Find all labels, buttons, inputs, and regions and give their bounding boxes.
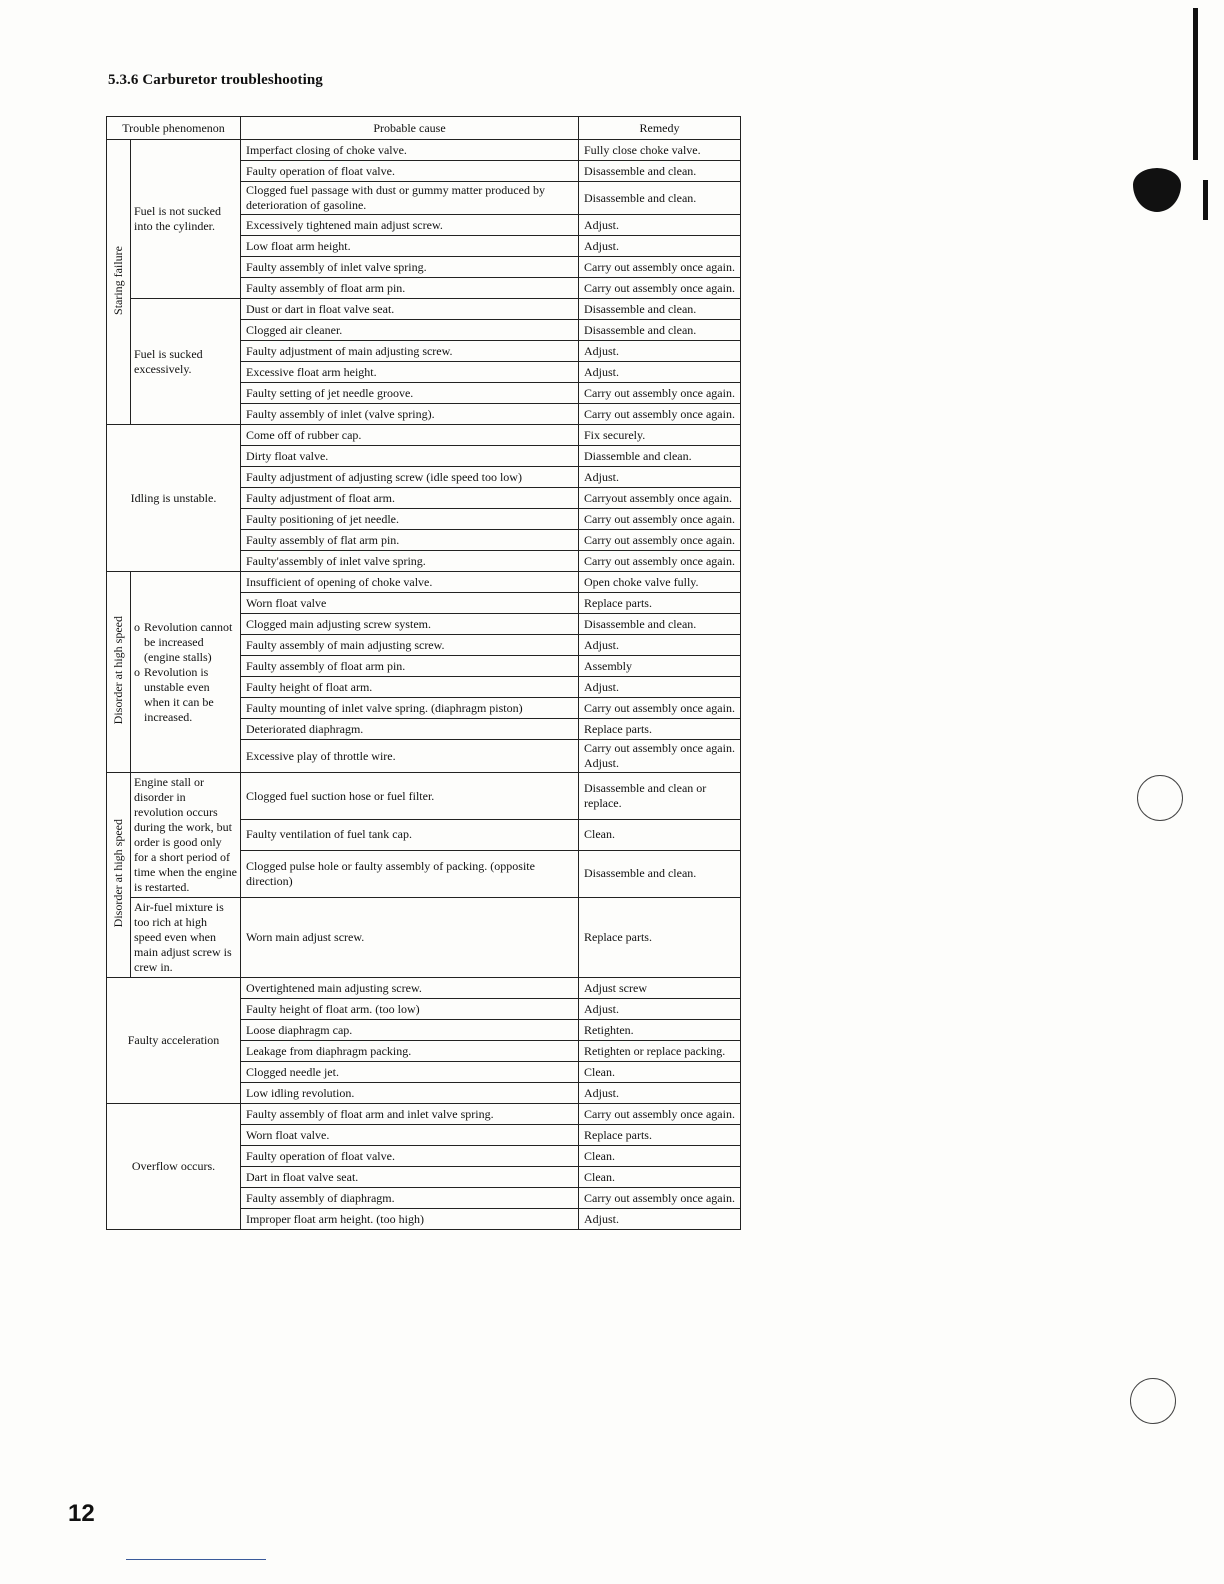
cause-cell: Clogged fuel suction hose or fuel filter.	[241, 773, 579, 820]
cause-cell: Excessively tightened main adjust screw.	[241, 215, 579, 236]
remedy-cell: Adjust.	[579, 635, 741, 656]
subgroup-phenomenon	[131, 572, 241, 773]
cause-cell: Faulty mounting of inlet valve spring. (diaphragm piston)	[241, 698, 579, 719]
remedy-cell: Adjust.	[579, 467, 741, 488]
phenomenon-item: o Revolution cannot be increased (engine stalls)	[134, 620, 237, 665]
remedy-cell: Open choke valve fully.	[579, 572, 741, 593]
remedy-cell: Carry out assembly once again.	[579, 404, 741, 425]
remedy-cell: Carry out assembly once again.	[579, 257, 741, 278]
table-body	[107, 140, 741, 1230]
cause-cell: Excessive play of throttle wire.	[241, 740, 579, 773]
remedy-cell: Carry out assembly once again.	[579, 1104, 741, 1125]
cause-cell: Clogged main adjusting screw system.	[241, 614, 579, 635]
remedy-cell: Retighten or replace packing.	[579, 1041, 741, 1062]
cause-cell: Clogged needle jet.	[241, 1062, 579, 1083]
remedy-cell: Carry out assembly once again.	[579, 278, 741, 299]
cause-cell: Worn float valve	[241, 593, 579, 614]
section-label-cell	[107, 572, 131, 773]
cause-cell: Faulty assembly of float arm and inlet valve spring.	[241, 1104, 579, 1125]
phenomenon-cell: Faulty acceleration	[107, 978, 241, 1104]
table-row	[107, 978, 741, 999]
remedy-cell: Fully close choke valve.	[579, 140, 741, 161]
cause-cell: Faulty'assembly of inlet valve spring.	[241, 551, 579, 572]
header-remedy: Remedy	[579, 117, 741, 140]
cause-cell: Faulty assembly of main adjusting screw.	[241, 635, 579, 656]
header-cause: Probable cause	[241, 117, 579, 140]
cause-cell: Dart in float valve seat.	[241, 1167, 579, 1188]
page-number: 12	[68, 1500, 95, 1527]
section-label: Disorder at high speed	[111, 818, 125, 928]
remedy-cell: Clean.	[579, 1167, 741, 1188]
cause-cell: Faulty setting of jet needle groove.	[241, 383, 579, 404]
remedy-cell: Disassemble and clean.	[579, 182, 741, 215]
margin-bar	[1193, 8, 1198, 160]
subgroup-phenomenon: Air-fuel mixture is too rich at high speed even when main adjust screw is crew in.	[131, 898, 241, 978]
section-label-cell	[107, 140, 131, 425]
remedy-cell: Adjust.	[579, 236, 741, 257]
cause-cell: Faulty operation of float valve.	[241, 161, 579, 182]
subgroup-phenomenon: Fuel is sucked excessively.	[131, 299, 241, 425]
cause-cell: Worn float valve.	[241, 1125, 579, 1146]
cause-cell: Clogged fuel passage with dust or gummy matter produced by deterioration of gasoline.	[241, 182, 579, 215]
remedy-cell: Disassemble and clean.	[579, 299, 741, 320]
cause-cell: Faulty height of float arm.	[241, 677, 579, 698]
table-row	[107, 898, 741, 978]
cause-cell: Overtightened main adjusting screw.	[241, 978, 579, 999]
cause-cell: Faulty assembly of float arm pin.	[241, 656, 579, 677]
remedy-cell: Adjust screw	[579, 978, 741, 999]
section-label-cell	[107, 773, 131, 978]
punch-hole-ring	[1137, 775, 1183, 821]
remedy-cell: Adjust.	[579, 1209, 741, 1230]
table-row	[107, 425, 741, 446]
remedy-cell: Replace parts.	[579, 1125, 741, 1146]
table-row	[107, 299, 741, 320]
cause-cell: Leakage from diaphragm packing.	[241, 1041, 579, 1062]
remedy-cell: Carryout assembly once again.	[579, 488, 741, 509]
cause-cell: Dirty float valve.	[241, 446, 579, 467]
cause-cell: Dust or dart in float valve seat.	[241, 299, 579, 320]
underline-mark	[126, 1559, 266, 1560]
cause-cell: Faulty ventilation of fuel tank cap.	[241, 820, 579, 850]
cause-cell: Clogged pulse hole or faulty assembly of packing. (opposite direction)	[241, 850, 579, 897]
cause-cell: Deteriorated diaphragm.	[241, 719, 579, 740]
remedy-cell: Adjust.	[579, 341, 741, 362]
cause-cell: Clogged air cleaner.	[241, 320, 579, 341]
subgroup-phenomenon: Engine stall or disorder in revolution occurs during the work, but order is good only for a short period of time when the engine is restarted.	[131, 773, 241, 898]
remedy-cell: Adjust.	[579, 1083, 741, 1104]
remedy-cell: Adjust.	[579, 999, 741, 1020]
cause-cell: Faulty assembly of diaphragm.	[241, 1188, 579, 1209]
remedy-cell: Replace parts.	[579, 898, 741, 978]
remedy-cell: Adjust.	[579, 362, 741, 383]
section-title: 5.3.6 Carburetor troubleshooting	[108, 72, 323, 88]
remedy-cell: Disassemble and clean.	[579, 161, 741, 182]
remedy-cell: Retighten.	[579, 1020, 741, 1041]
remedy-cell: Disassemble and clean or replace.	[579, 773, 741, 820]
remedy-cell: Adjust.	[579, 677, 741, 698]
cause-cell: Improper float arm height. (too high)	[241, 1209, 579, 1230]
remedy-cell: Diassemble and clean.	[579, 446, 741, 467]
remedy-cell: Clean.	[579, 1146, 741, 1167]
cause-cell: Loose diaphragm cap.	[241, 1020, 579, 1041]
cause-cell: Faulty adjustment of main adjusting screw.	[241, 341, 579, 362]
remedy-cell: Replace parts.	[579, 593, 741, 614]
header-phenomenon: Trouble phenomenon	[107, 117, 241, 140]
subgroup-phenomenon: Fuel is not sucked into the cylinder.	[131, 140, 241, 299]
cause-cell: Faulty assembly of inlet valve spring.	[241, 257, 579, 278]
table-row	[107, 572, 741, 593]
cause-cell: Faulty assembly of float arm pin.	[241, 278, 579, 299]
cause-cell: Worn main adjust screw.	[241, 898, 579, 978]
cause-cell: Insufficient of opening of choke valve.	[241, 572, 579, 593]
punch-hole-mark	[1133, 168, 1181, 212]
troubleshooting-table	[106, 116, 741, 1230]
remedy-cell: Replace parts.	[579, 719, 741, 740]
table-row	[107, 1104, 741, 1125]
cause-cell: Faulty operation of float valve.	[241, 1146, 579, 1167]
phenomenon-list	[134, 620, 237, 725]
cause-cell: Excessive float arm height.	[241, 362, 579, 383]
section-label: Disorder at high speed	[111, 615, 125, 725]
cause-cell: Faulty height of float arm. (too low)	[241, 999, 579, 1020]
remedy-cell: Disassemble and clean.	[579, 320, 741, 341]
cause-cell: Faulty adjustment of float arm.	[241, 488, 579, 509]
cause-cell: Faulty assembly of inlet (valve spring).	[241, 404, 579, 425]
remedy-cell: Disassemble and clean.	[579, 614, 741, 635]
remedy-cell: Assembly	[579, 656, 741, 677]
table-row	[107, 773, 741, 820]
punch-hole-ring	[1130, 1378, 1176, 1424]
phenomenon-item: o Revolution is unstable even when it can be increased.	[134, 665, 237, 725]
section-label: Staring failure	[111, 245, 125, 315]
remedy-cell: Carry out assembly once again.	[579, 551, 741, 572]
cause-cell: Faulty positioning of jet needle.	[241, 509, 579, 530]
remedy-cell: Clean.	[579, 820, 741, 850]
remedy-cell: Carry out assembly once again.	[579, 698, 741, 719]
remedy-cell: Carry out assembly once again. Adjust.	[579, 740, 741, 773]
remedy-cell: Clean.	[579, 1062, 741, 1083]
cause-cell: Faulty adjustment of adjusting screw (idle speed too low)	[241, 467, 579, 488]
remedy-cell: Fix securely.	[579, 425, 741, 446]
remedy-cell: Carry out assembly once again.	[579, 530, 741, 551]
table-row	[107, 140, 741, 161]
remedy-cell: Carry out assembly once again.	[579, 1188, 741, 1209]
cause-cell: Come off of rubber cap.	[241, 425, 579, 446]
remedy-cell: Adjust.	[579, 215, 741, 236]
phenomenon-cell: Idling is unstable.	[107, 425, 241, 572]
margin-bar	[1203, 180, 1208, 220]
cause-cell: Imperfact closing of choke valve.	[241, 140, 579, 161]
remedy-cell: Carry out assembly once again.	[579, 509, 741, 530]
remedy-cell: Carry out assembly once again.	[579, 383, 741, 404]
cause-cell: Low float arm height.	[241, 236, 579, 257]
table-header-row	[107, 117, 741, 140]
remedy-cell: Disassemble and clean.	[579, 850, 741, 897]
cause-cell: Faulty assembly of flat arm pin.	[241, 530, 579, 551]
phenomenon-cell: Overflow occurs.	[107, 1104, 241, 1230]
cause-cell: Low idling revolution.	[241, 1083, 579, 1104]
